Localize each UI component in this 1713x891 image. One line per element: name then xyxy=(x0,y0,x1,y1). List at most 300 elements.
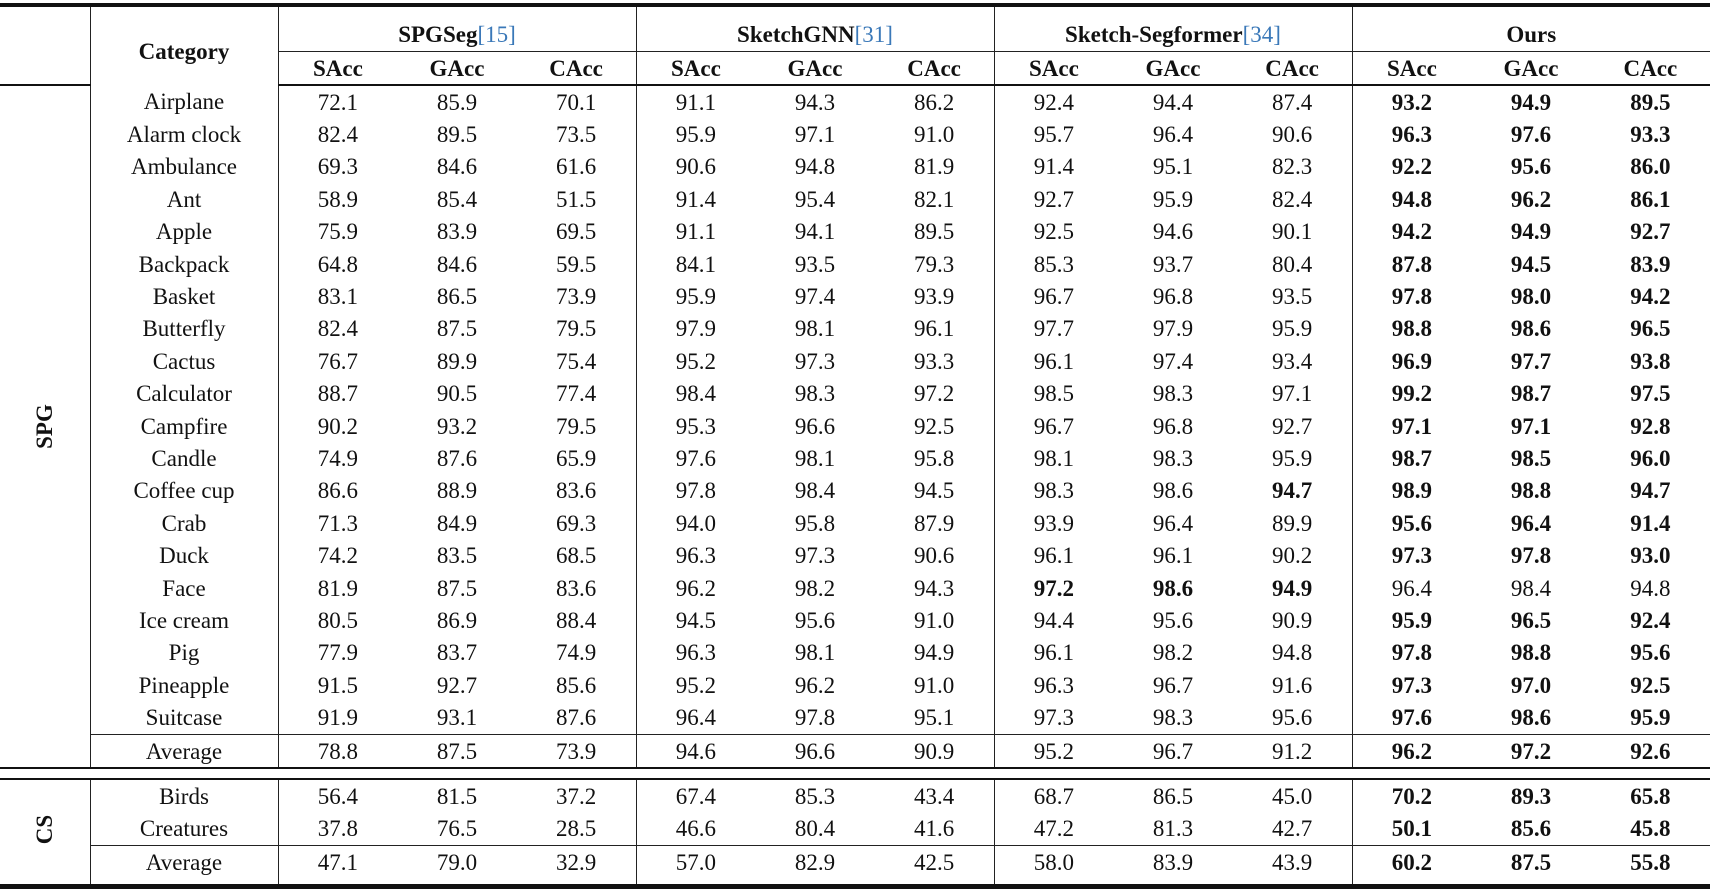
value-cell: 93.0 xyxy=(1630,543,1671,569)
value-cell: 96.3 xyxy=(1391,122,1433,148)
value-cell: 90.1 xyxy=(1233,216,1352,248)
value-cell: 77.4 xyxy=(517,378,636,410)
value-cell: 94.8 xyxy=(794,154,836,180)
value-cell: 68.7 xyxy=(1033,783,1075,809)
category-cell: Calculator xyxy=(90,378,278,410)
method-header xyxy=(1352,17,1710,52)
value-cell: 96.4 xyxy=(1510,510,1552,536)
value-cell: 87.8 xyxy=(1391,251,1433,277)
metric-header: CAcc xyxy=(875,52,994,86)
metric-header: GAcc xyxy=(397,52,516,86)
citation-link[interactable]: [15] xyxy=(477,21,516,47)
value-cell: 82.4 xyxy=(317,316,359,342)
value-cell: 98.3 xyxy=(1152,381,1194,407)
value-cell: 86.6 xyxy=(317,478,359,504)
value-cell: 69.3 xyxy=(317,154,359,180)
value-cell: 96.3 xyxy=(1033,672,1075,698)
value-cell: 78.8 xyxy=(278,734,397,768)
method-header xyxy=(636,17,994,52)
value-cell: 92.5 xyxy=(1630,672,1671,698)
value-cell: 96.2 xyxy=(794,672,836,698)
value-cell: 94.7 xyxy=(1630,478,1671,504)
value-cell: 94.9 xyxy=(1233,572,1352,604)
citation-link[interactable]: [31] xyxy=(854,21,893,47)
value-cell: 95.9 xyxy=(675,284,717,310)
value-cell: 96.8 xyxy=(1152,284,1194,310)
value-cell: 87.9 xyxy=(875,507,994,539)
value-cell: 85.6 xyxy=(1510,816,1552,842)
value-cell: 88.7 xyxy=(317,381,359,407)
value-cell: 70.2 xyxy=(1391,783,1433,809)
method-header xyxy=(278,17,636,52)
value-cell: 93.9 xyxy=(1033,510,1075,536)
value-cell: 94.4 xyxy=(1152,89,1194,115)
value-cell: 98.8 xyxy=(1510,478,1552,504)
value-cell: 94.7 xyxy=(1233,475,1352,507)
value-cell: 96.1 xyxy=(1033,348,1075,374)
value-cell: 84.1 xyxy=(675,251,717,277)
value-cell: 95.3 xyxy=(675,413,717,439)
category-cell: Face xyxy=(90,572,278,604)
value-cell: 99.2 xyxy=(1391,381,1433,407)
value-cell: 47.2 xyxy=(1033,816,1075,842)
value-cell: 98.6 xyxy=(1152,478,1194,504)
value-cell: 95.9 xyxy=(1391,607,1433,633)
method-name: SPGSeg xyxy=(398,21,478,47)
value-cell: 85.6 xyxy=(517,669,636,701)
value-cell: 75.9 xyxy=(317,219,359,245)
value-cell: 87.4 xyxy=(1233,85,1352,118)
value-cell: 91.0 xyxy=(875,669,994,701)
value-cell: 91.2 xyxy=(1233,734,1352,768)
table-row xyxy=(0,151,1710,183)
value-cell: 97.8 xyxy=(675,478,717,504)
metric-header: CAcc xyxy=(1233,52,1352,86)
value-cell: 28.5 xyxy=(517,813,636,846)
value-cell: 95.1 xyxy=(875,701,994,734)
section-label-text: CS xyxy=(32,814,58,844)
value-cell: 91.9 xyxy=(317,705,359,731)
value-cell: 97.4 xyxy=(1152,348,1194,374)
value-cell: 97.3 xyxy=(794,543,836,569)
value-cell: 98.4 xyxy=(1510,575,1552,601)
value-cell: 82.1 xyxy=(875,183,994,215)
value-cell: 97.8 xyxy=(1510,543,1552,569)
value-cell: 97.6 xyxy=(1510,122,1552,148)
category-cell: Candle xyxy=(90,442,278,474)
value-cell: 73.5 xyxy=(517,118,636,150)
value-cell: 96.8 xyxy=(1152,413,1194,439)
value-cell: 96.6 xyxy=(755,734,874,768)
metric-header: CAcc xyxy=(517,52,636,86)
value-cell: 55.8 xyxy=(1591,845,1710,878)
value-cell: 97.6 xyxy=(675,445,717,471)
value-cell: 96.7 xyxy=(1033,284,1075,310)
value-cell: 79.5 xyxy=(517,410,636,442)
value-cell: 95.6 xyxy=(1233,701,1352,734)
value-cell: 93.1 xyxy=(436,705,478,731)
value-cell: 88.4 xyxy=(517,604,636,636)
value-cell: 43.4 xyxy=(875,779,994,812)
table-row xyxy=(0,475,1710,507)
table-row xyxy=(0,85,1710,118)
value-cell: 98.0 xyxy=(1510,284,1552,310)
table-row xyxy=(0,669,1710,701)
value-cell: 93.2 xyxy=(1391,89,1433,115)
value-cell: 71.3 xyxy=(317,510,359,536)
category-cell: Campfire xyxy=(90,410,278,442)
value-cell: 95.6 xyxy=(1391,510,1433,536)
value-cell: 94.3 xyxy=(875,572,994,604)
value-cell: 98.6 xyxy=(1510,316,1552,342)
table-row xyxy=(0,779,1710,812)
value-cell: 98.3 xyxy=(1152,445,1194,471)
value-cell: 92.4 xyxy=(1033,89,1075,115)
table-row xyxy=(0,539,1710,571)
value-cell: 95.2 xyxy=(994,734,1113,768)
value-cell: 94.2 xyxy=(1391,219,1433,245)
metric-header: SAcc xyxy=(1352,52,1471,86)
table-row xyxy=(0,572,1710,604)
table-row xyxy=(0,183,1710,215)
value-cell: 95.6 xyxy=(1152,607,1194,633)
value-cell: 96.2 xyxy=(1510,186,1552,212)
value-cell: 93.2 xyxy=(436,413,478,439)
value-cell: 87.6 xyxy=(517,701,636,734)
value-cell: 91.1 xyxy=(675,219,717,245)
value-cell: 95.6 xyxy=(1630,640,1671,666)
value-cell: 87.5 xyxy=(397,734,516,768)
value-cell: 43.9 xyxy=(1233,845,1352,878)
value-cell: 98.1 xyxy=(794,445,836,471)
value-cell: 94.6 xyxy=(636,734,755,768)
value-cell: 96.7 xyxy=(1033,413,1075,439)
value-cell: 89.5 xyxy=(1630,89,1671,115)
category-cell: Airplane xyxy=(90,85,278,118)
category-cell: Average xyxy=(90,734,278,768)
category-cell: Basket xyxy=(90,280,278,312)
category-cell: Crab xyxy=(90,507,278,539)
value-cell: 92.7 xyxy=(1033,186,1075,212)
value-cell: 32.9 xyxy=(517,845,636,878)
value-cell: 72.1 xyxy=(317,89,359,115)
value-cell: 96.9 xyxy=(1391,348,1433,374)
value-cell: 86.2 xyxy=(875,85,994,118)
value-cell: 81.9 xyxy=(317,575,359,601)
average-row xyxy=(0,734,1710,768)
value-cell: 97.9 xyxy=(675,316,717,342)
value-cell: 68.5 xyxy=(517,539,636,571)
value-cell: 94.6 xyxy=(1152,219,1194,245)
section-label-text: SPG xyxy=(32,404,58,449)
value-cell: 87.5 xyxy=(436,316,478,342)
value-cell: 98.5 xyxy=(1033,381,1075,407)
value-cell: 98.5 xyxy=(1510,445,1552,471)
value-cell: 98.1 xyxy=(794,316,836,342)
value-cell: 97.1 xyxy=(1233,378,1352,410)
value-cell: 85.3 xyxy=(794,783,836,809)
value-cell: 97.0 xyxy=(1510,672,1552,698)
value-cell: 81.3 xyxy=(1152,816,1194,842)
value-cell: 96.4 xyxy=(1391,575,1433,601)
value-cell: 69.3 xyxy=(517,507,636,539)
value-cell: 70.1 xyxy=(517,85,636,118)
value-cell: 73.9 xyxy=(517,280,636,312)
value-cell: 87.6 xyxy=(436,445,478,471)
value-cell: 96.5 xyxy=(1630,316,1671,342)
value-cell: 95.9 xyxy=(1630,705,1671,731)
value-cell: 90.5 xyxy=(436,381,478,407)
value-cell: 46.6 xyxy=(675,816,717,842)
section-header-blank xyxy=(0,52,90,86)
value-cell: 97.4 xyxy=(794,284,836,310)
value-cell: 94.2 xyxy=(1630,284,1671,310)
value-cell: 97.7 xyxy=(1033,316,1075,342)
value-cell: 92.8 xyxy=(1630,413,1671,439)
value-cell: 61.6 xyxy=(517,151,636,183)
value-cell: 92.7 xyxy=(1630,219,1671,245)
value-cell: 97.1 xyxy=(794,122,836,148)
value-cell: 65.9 xyxy=(517,442,636,474)
metric-header: GAcc xyxy=(1471,52,1590,86)
value-cell: 79.5 xyxy=(517,313,636,345)
value-cell: 97.1 xyxy=(1391,413,1433,439)
category-cell: Pig xyxy=(90,637,278,669)
value-cell: 86.5 xyxy=(1152,783,1194,809)
value-cell: 98.9 xyxy=(1391,478,1433,504)
value-cell: 97.3 xyxy=(1391,543,1433,569)
value-cell: 98.6 xyxy=(1152,575,1194,601)
value-cell: 89.9 xyxy=(1233,507,1352,539)
table-row xyxy=(0,813,1710,846)
value-cell: 97.8 xyxy=(794,705,836,731)
value-cell: 59.5 xyxy=(517,248,636,280)
value-cell: 90.6 xyxy=(875,539,994,571)
value-cell: 96.0 xyxy=(1630,445,1671,471)
value-cell: 83.7 xyxy=(436,640,478,666)
category-cell: Ambulance xyxy=(90,151,278,183)
table-row xyxy=(0,507,1710,539)
category-cell: Pineapple xyxy=(90,669,278,701)
table-row xyxy=(0,118,1710,150)
category-cell: Duck xyxy=(90,539,278,571)
table-row xyxy=(0,637,1710,669)
value-cell: 94.5 xyxy=(875,475,994,507)
value-cell: 94.8 xyxy=(1391,186,1433,212)
value-cell: 77.9 xyxy=(317,640,359,666)
value-cell: 86.5 xyxy=(436,284,478,310)
value-cell: 85.4 xyxy=(436,186,478,212)
value-cell: 94.9 xyxy=(1510,89,1552,115)
value-cell: 76.7 xyxy=(317,348,359,374)
value-cell: 82.4 xyxy=(1233,183,1352,215)
value-cell: 94.9 xyxy=(875,637,994,669)
value-cell: 96.6 xyxy=(794,413,836,439)
value-cell: 96.3 xyxy=(675,543,717,569)
value-cell: 83.1 xyxy=(317,284,359,310)
value-cell: 76.5 xyxy=(436,816,478,842)
value-cell: 83.6 xyxy=(517,475,636,507)
value-cell: 96.5 xyxy=(1510,607,1552,633)
value-cell: 90.6 xyxy=(675,154,717,180)
value-cell: 94.0 xyxy=(675,510,717,536)
value-cell: 64.8 xyxy=(317,251,359,277)
citation-link[interactable]: [34] xyxy=(1242,21,1281,47)
value-cell: 95.9 xyxy=(1152,186,1194,212)
value-cell: 42.5 xyxy=(875,845,994,878)
value-cell: 96.2 xyxy=(675,575,717,601)
value-cell: 81.9 xyxy=(875,151,994,183)
section-label xyxy=(0,779,90,878)
value-cell: 83.9 xyxy=(436,219,478,245)
value-cell: 94.4 xyxy=(1033,607,1075,633)
value-cell: 98.2 xyxy=(794,575,836,601)
value-cell: 89.9 xyxy=(436,348,478,374)
category-cell: Alarm clock xyxy=(90,118,278,150)
value-cell: 85.9 xyxy=(436,89,478,115)
value-cell: 93.3 xyxy=(1630,122,1671,148)
value-cell: 91.5 xyxy=(317,672,359,698)
value-cell: 89.5 xyxy=(875,216,994,248)
value-cell: 80.4 xyxy=(794,816,836,842)
value-cell: 92.6 xyxy=(1591,734,1710,768)
value-cell: 97.8 xyxy=(1391,640,1433,666)
table-row xyxy=(0,378,1710,410)
value-cell: 90.2 xyxy=(317,413,359,439)
value-cell: 93.8 xyxy=(1630,348,1671,374)
value-cell: 91.4 xyxy=(1033,154,1075,180)
category-cell: Birds xyxy=(90,779,278,812)
value-cell: 94.3 xyxy=(794,89,836,115)
value-cell: 98.8 xyxy=(1391,316,1433,342)
value-cell: 92.5 xyxy=(875,410,994,442)
value-cell: 91.0 xyxy=(875,604,994,636)
value-cell: 95.8 xyxy=(794,510,836,536)
value-cell: 97.8 xyxy=(1391,284,1433,310)
value-cell: 86.9 xyxy=(436,607,478,633)
value-cell: 58.9 xyxy=(317,186,359,212)
value-cell: 80.5 xyxy=(317,607,359,633)
table-row xyxy=(0,410,1710,442)
method-header xyxy=(994,17,1352,52)
table-row xyxy=(0,345,1710,377)
method-name: SketchGNN xyxy=(737,21,855,47)
value-cell: 97.7 xyxy=(1510,348,1552,374)
value-cell: 82.9 xyxy=(755,845,874,878)
value-cell: 74.9 xyxy=(317,445,359,471)
value-cell: 91.4 xyxy=(1630,510,1671,536)
value-cell: 94.5 xyxy=(1510,251,1552,277)
value-cell: 98.4 xyxy=(794,478,836,504)
value-cell: 95.9 xyxy=(1233,442,1352,474)
method-name: Ours xyxy=(1506,21,1557,47)
value-cell: 80.4 xyxy=(1233,248,1352,280)
category-cell: Ice cream xyxy=(90,604,278,636)
value-cell: 90.9 xyxy=(1233,604,1352,636)
value-cell: 92.7 xyxy=(436,672,478,698)
value-cell: 97.2 xyxy=(1471,734,1590,768)
value-cell: 97.3 xyxy=(1033,705,1075,731)
table-row xyxy=(0,216,1710,248)
value-cell: 91.0 xyxy=(875,118,994,150)
value-cell: 37.2 xyxy=(517,779,636,812)
table-row xyxy=(0,280,1710,312)
value-cell: 96.1 xyxy=(1033,640,1075,666)
value-cell: 88.9 xyxy=(436,478,478,504)
value-cell: 57.0 xyxy=(636,845,755,878)
value-cell: 83.6 xyxy=(517,572,636,604)
table-row xyxy=(0,701,1710,734)
value-cell: 95.2 xyxy=(675,672,717,698)
value-cell: 84.6 xyxy=(436,251,478,277)
category-cell: Backpack xyxy=(90,248,278,280)
value-cell: 87.5 xyxy=(436,575,478,601)
metric-header: SAcc xyxy=(278,52,397,86)
table-row xyxy=(0,248,1710,280)
table-row xyxy=(0,442,1710,474)
value-cell: 82.3 xyxy=(1233,151,1352,183)
value-cell: 98.4 xyxy=(675,381,717,407)
value-cell: 47.1 xyxy=(278,845,397,878)
value-cell: 96.4 xyxy=(1152,510,1194,536)
metric-header: SAcc xyxy=(994,52,1113,86)
category-cell: Ant xyxy=(90,183,278,215)
value-cell: 91.6 xyxy=(1233,669,1352,701)
value-cell: 95.1 xyxy=(1152,154,1194,180)
category-cell: Butterfly xyxy=(90,313,278,345)
metric-header: GAcc xyxy=(1113,52,1232,86)
category-cell: Apple xyxy=(90,216,278,248)
value-cell: 91.1 xyxy=(675,89,717,115)
value-cell: 96.3 xyxy=(675,640,717,666)
value-cell: 95.9 xyxy=(1233,313,1352,345)
value-cell: 45.0 xyxy=(1233,779,1352,812)
value-cell: 96.7 xyxy=(1113,734,1232,768)
value-cell: 95.9 xyxy=(675,122,717,148)
category-cell: Average xyxy=(90,845,278,878)
value-cell: 89.5 xyxy=(436,122,478,148)
value-cell: 83.9 xyxy=(1113,845,1232,878)
value-cell: 98.1 xyxy=(794,640,836,666)
value-cell: 98.3 xyxy=(1033,478,1075,504)
value-cell: 95.6 xyxy=(1510,154,1552,180)
value-cell: 96.4 xyxy=(1152,122,1194,148)
value-cell: 94.9 xyxy=(1510,219,1552,245)
method-name: Sketch-Segformer xyxy=(1065,21,1243,47)
value-cell: 93.7 xyxy=(1152,251,1194,277)
value-cell: 98.3 xyxy=(1152,705,1194,731)
value-cell: 96.1 xyxy=(1152,543,1194,569)
value-cell: 37.8 xyxy=(317,816,359,842)
value-cell: 97.2 xyxy=(1033,575,1075,601)
value-cell: 92.7 xyxy=(1233,410,1352,442)
value-cell: 87.5 xyxy=(1471,845,1590,878)
value-cell: 50.1 xyxy=(1391,816,1433,842)
value-cell: 69.5 xyxy=(517,216,636,248)
value-cell: 83.9 xyxy=(1630,251,1671,277)
value-cell: 93.9 xyxy=(875,280,994,312)
value-cell: 81.5 xyxy=(436,783,478,809)
value-cell: 79.0 xyxy=(397,845,516,878)
value-cell: 56.4 xyxy=(317,783,359,809)
results-table xyxy=(0,3,1710,889)
value-cell: 95.2 xyxy=(675,348,717,374)
value-cell: 97.1 xyxy=(1510,413,1552,439)
value-cell: 90.9 xyxy=(875,734,994,768)
value-cell: 92.4 xyxy=(1630,607,1671,633)
value-cell: 79.3 xyxy=(875,248,994,280)
value-cell: 98.7 xyxy=(1510,381,1552,407)
